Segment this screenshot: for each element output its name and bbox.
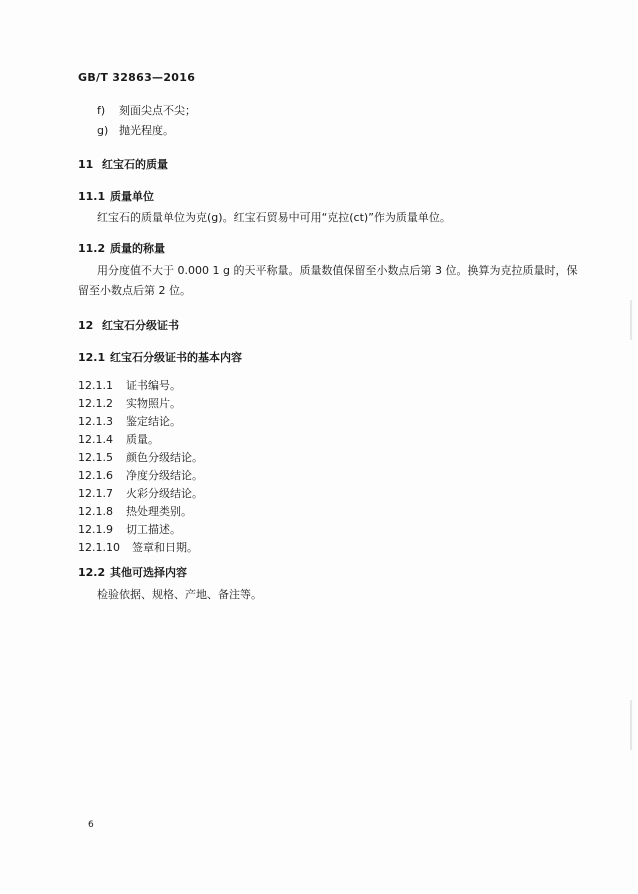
section-title: 其他可选择内容 xyxy=(110,566,187,579)
item-text: 实物照片。 xyxy=(126,397,181,410)
section-title: 红宝石的质量 xyxy=(102,158,168,171)
item-number: 12.1.1 xyxy=(78,379,113,392)
item-number: 12.1.9 xyxy=(78,523,113,536)
item-number: 12.1.4 xyxy=(78,433,113,446)
item-text: 净度分级结论。 xyxy=(126,469,203,482)
section-title: 红宝石分级证书的基本内容 xyxy=(110,351,242,364)
item-number: 12.1.7 xyxy=(78,487,113,500)
item-number: 12.1.2 xyxy=(78,397,113,410)
list-item-g xyxy=(97,122,174,138)
item-text: 质量。 xyxy=(126,433,159,446)
certificate-item xyxy=(78,395,181,411)
section-title: 质量的称量 xyxy=(110,242,165,255)
section-number: 12 xyxy=(78,319,94,332)
item-number: 12.1.10 xyxy=(78,541,120,554)
section-body-11-1: 红宝石的质量单位为克(g)。红宝石贸易中可用“克拉(ct)”作为质量单位。 xyxy=(97,211,451,224)
section-heading-12 xyxy=(78,317,179,333)
item-text: 热处理类别。 xyxy=(126,505,192,518)
item-number: 12.1.3 xyxy=(78,415,113,428)
section-number: 12.1 xyxy=(78,351,106,364)
item-text: 证书编号。 xyxy=(126,379,181,392)
item-text: 颜色分级结论。 xyxy=(126,451,203,464)
standard-code-header: GB/T 32863—2016 xyxy=(78,71,196,84)
section-body-11-2-line1: 用分度值不大于 0.000 1 g 的天平称量。质量数值保留至小数点后第 3 位。换算为克拉质量时，保 xyxy=(97,264,578,277)
section-number: 11 xyxy=(78,158,94,171)
certificate-item xyxy=(78,413,181,429)
page-number: 6 xyxy=(88,820,94,830)
section-body-12-2: 检验依据、规格、产地、备注等。 xyxy=(97,588,262,601)
section-heading-12-2 xyxy=(78,564,187,580)
certificate-item xyxy=(78,539,198,555)
list-marker: g) xyxy=(97,124,109,137)
section-number: 11.2 xyxy=(78,242,106,255)
item-text: 签章和日期。 xyxy=(132,541,198,554)
certificate-item xyxy=(78,467,203,483)
certificate-item xyxy=(78,449,203,465)
section-heading-11-1 xyxy=(78,188,154,204)
certificate-item xyxy=(78,377,181,393)
certificate-item xyxy=(78,521,181,537)
item-text: 火彩分级结论。 xyxy=(126,487,203,500)
item-number: 12.1.8 xyxy=(78,505,113,518)
section-title: 红宝石分级证书 xyxy=(102,319,179,332)
item-text: 切工描述。 xyxy=(126,523,181,536)
section-number: 12.2 xyxy=(78,566,106,579)
list-marker: f) xyxy=(97,104,106,117)
certificate-item xyxy=(78,431,159,447)
section-title: 质量单位 xyxy=(110,190,154,203)
certificate-item xyxy=(78,485,203,501)
list-text: 抛光程度。 xyxy=(119,124,174,137)
section-body-11-2-line2: 留至小数点后第 2 位。 xyxy=(78,284,191,297)
list-text: 刻面尖点不尖； xyxy=(119,104,196,117)
section-number: 11.1 xyxy=(78,190,106,203)
certificate-item xyxy=(78,503,192,519)
scan-edge-mark xyxy=(630,300,632,340)
section-heading-11 xyxy=(78,156,168,172)
scan-edge-mark xyxy=(630,700,632,750)
item-number: 12.1.6 xyxy=(78,469,113,482)
section-heading-11-2 xyxy=(78,240,165,256)
section-heading-12-1 xyxy=(78,349,242,365)
item-text: 鉴定结论。 xyxy=(126,415,181,428)
item-number: 12.1.5 xyxy=(78,451,113,464)
list-item-f xyxy=(97,102,196,118)
